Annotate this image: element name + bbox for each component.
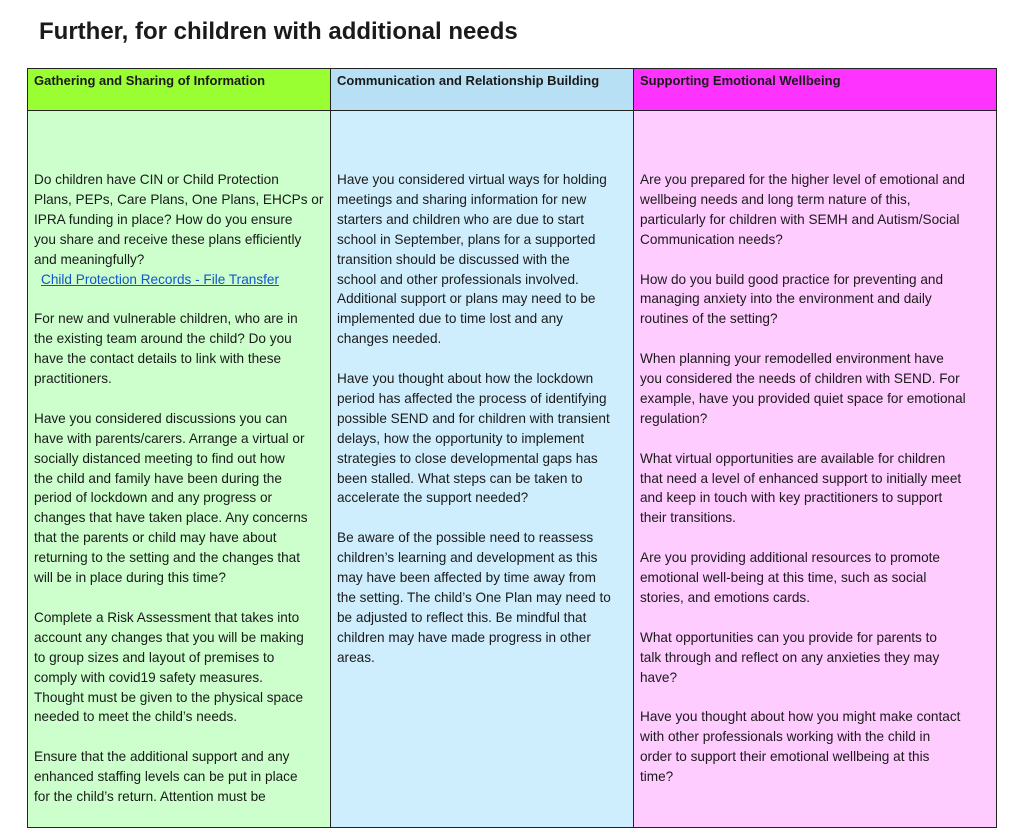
paragraph: Are you providing additional resources to promote emotional well-being at this time, such as social stories, and emotions cards. [640,550,940,605]
paragraph: Have you considered virtual ways for holding meetings and sharing information for new starters and children who are due to start school in September, plans for a supported transition should be discussed with the school and other professionals involved. Additional support or plans may need to be implemented due to time lost and any changes needed. [337,172,607,347]
child-protection-records-link[interactable]: Child Protection Records - File Transfer [41,271,279,287]
heading-emotional-wellbeing: Supporting Emotional Wellbeing [634,69,997,111]
paragraph: How do you build good practice for preventing and managing anxiety into the environment and daily routines of the setting? [640,271,944,327]
paragraph: Have you thought about how you might make contact with other professionals working with the child in order to support their emotional wellbeing at this time? [640,709,961,785]
paragraph: Be aware of the possible need to reassess children’s learning and development as this may have been affected by time away from the setting. The child’s One Plan may need to be adjusted to reflect this. Be mindful that children may have made progress in other areas. [337,530,611,665]
paragraph: What virtual opportunities are available for children that need a level of enhanced support to initially meet and keep in touch with key practitioners to support their transitions. [640,450,962,526]
column-communication [331,111,634,828]
paragraph: For new and vulnerable children, who are in the existing team around the child? Do you have the contact details to link with these practitioners. [34,311,298,387]
heading-gathering-sharing: Gathering and Sharing of Information [28,69,331,111]
paragraph: Are you prepared for the higher level of emotional and wellbeing needs and long term nature of this, particularly for children with SEMH and Autism/Social Communication needs? [640,172,965,247]
column-gathering-sharing [28,111,331,828]
paragraph: Complete a Risk Assessment that takes into account any changes that you will be making to group sizes and layout of premises to comply with covid19 safety measures. Thought must be given to the physical space needed to meet the child’s needs. [34,609,304,725]
paragraph: Do children have CIN or Child Protection Plans, PEPs, Care Plans, One Plans, EHCPs or IPRA funding in place? How do you ensure you share and receive these plans efficiently and meaningfully? [34,172,324,267]
paragraph: When planning your remodelled environment have you considered the needs of children with SEND. For example, have you provided quiet space for emotional regulation? [640,351,966,426]
paragraph: What opportunities can you provide for parents to talk through and reflect on any anxieties they may have? [640,629,940,685]
page-title: Further, for children with additional needs [39,18,518,45]
heading-communication: Communication and Relationship Building [331,69,634,111]
needs-table [27,68,997,828]
content-row [28,111,997,828]
header-row [28,69,997,111]
paragraph: Ensure that the additional support and any enhanced staffing levels can be put in place for the child’s return. Attention must be [34,749,298,805]
paragraph: Have you thought about how the lockdown period has affected the process of identifying possible SEND and for children with transient delays, how the opportunity to implement strategies to close developmental gaps has been stalled. What steps can be taken to accelerate the support needed? [337,371,610,506]
column-emotional-wellbeing [634,111,997,828]
paragraph: Have you considered discussions you can have with parents/carers. Arrange a virtual or socially distanced meeting to find out how the child and family have been during the period of lockdown and any progress or changes that have taken place. Any concerns that the parents or child may have about returning to the setting and the changes that will be in place during this time? [34,410,308,586]
